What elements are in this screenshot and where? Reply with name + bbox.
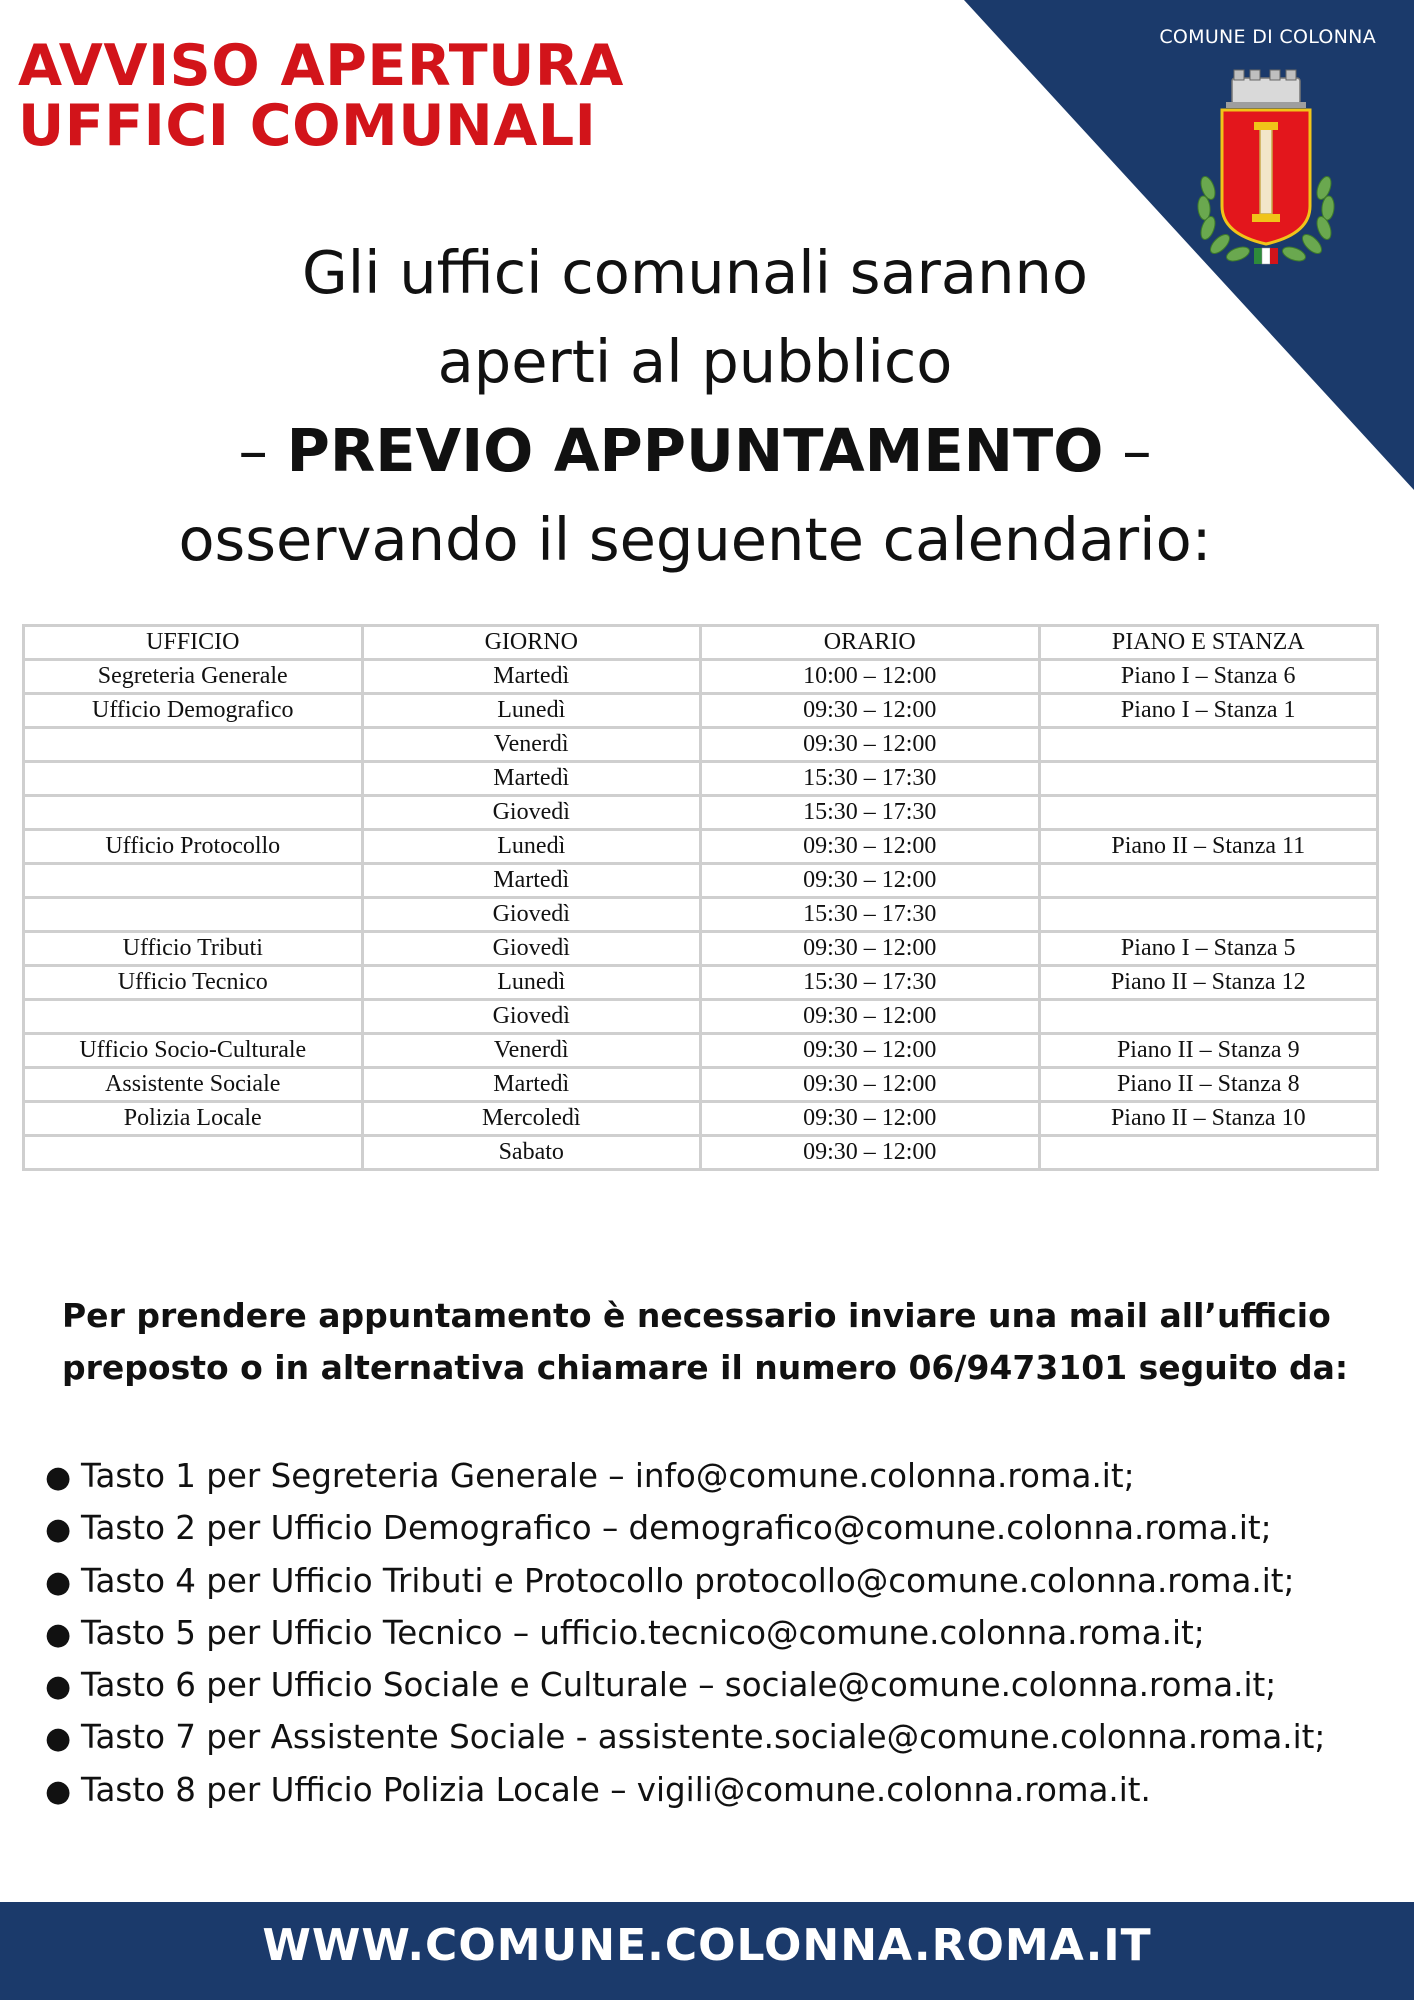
table-header-row [24,626,1378,660]
intro-line-3 [90,406,1300,495]
cell-ufficio: Polizia Locale [24,1102,363,1136]
table-row [24,796,1378,830]
header-giorno: GIORNO [362,626,701,660]
note-line-1: Per prendere appuntamento è necessario inviare una mail all’ufficio [62,1296,1331,1335]
list-item [45,1712,1405,1764]
cell-ufficio [24,1000,363,1034]
cell-piano-stanza [1039,864,1378,898]
header-orario: ORARIO [701,626,1040,660]
bullet-icon: ● [45,1721,72,1757]
cell-ufficio [24,1136,363,1170]
table-row [24,1034,1378,1068]
cell-piano-stanza: Piano I – Stanza 5 [1039,932,1378,966]
table-row [24,762,1378,796]
cell-giorno: Sabato [362,1136,701,1170]
cell-orario: 09:30 – 12:00 [701,932,1040,966]
cell-piano-stanza: Piano II – Stanza 11 [1039,830,1378,864]
table-row [24,830,1378,864]
cell-ufficio [24,796,363,830]
cell-piano-stanza [1039,1136,1378,1170]
note-line-2: preposto o in alternativa chiamare il numero 06/9473101 seguito da: [62,1348,1349,1387]
cell-giorno: Lunedì [362,694,701,728]
header-piano-stanza: PIANO E STANZA [1039,626,1378,660]
contact-list [45,1451,1405,1817]
intro-line-3-bold: PREVIO APPUNTAMENTO [286,416,1104,485]
cell-piano-stanza: Piano II – Stanza 8 [1039,1068,1378,1102]
cell-giorno: Martedì [362,762,701,796]
contact-text: Tasto 4 per Ufficio Tributi e Protocollo protocollo@comune.colonna.roma.it; [81,1561,1295,1600]
list-item [45,1451,1405,1503]
cell-orario: 09:30 – 12:00 [701,864,1040,898]
cell-orario: 09:30 – 12:00 [701,728,1040,762]
list-item [45,1608,1405,1660]
cell-ufficio: Ufficio Tributi [24,932,363,966]
comune-label: COMUNE DI COLONNA [1159,26,1376,48]
cell-orario: 09:30 – 12:00 [701,694,1040,728]
cell-giorno: Lunedì [362,966,701,1000]
cell-orario: 09:30 – 12:00 [701,1000,1040,1034]
page-title [18,33,624,159]
contact-text: Tasto 5 per Ufficio Tecnico – ufficio.tecnico@comune.colonna.roma.it; [81,1613,1205,1652]
cell-orario: 09:30 – 12:00 [701,1034,1040,1068]
title-line-2: UFFICI COMUNALI [18,93,597,159]
bullet-icon: ● [45,1512,72,1548]
table-row [24,898,1378,932]
table-row [24,1102,1378,1136]
cell-ufficio: Ufficio Tecnico [24,966,363,1000]
contact-text: Tasto 7 per Assistente Sociale - assistente.sociale@comune.colonna.roma.it; [81,1718,1326,1757]
table-row [24,1068,1378,1102]
cell-piano-stanza: Piano I – Stanza 1 [1039,694,1378,728]
cell-giorno: Venerdì [362,728,701,762]
cell-ufficio [24,864,363,898]
list-item [45,1660,1405,1712]
cell-orario: 09:30 – 12:00 [701,830,1040,864]
cell-ufficio [24,898,363,932]
cell-ufficio: Assistente Sociale [24,1068,363,1102]
bullet-icon: ● [45,1669,72,1705]
cell-giorno: Giovedì [362,796,701,830]
cell-ufficio: Ufficio Demografico [24,694,363,728]
appointment-note [62,1290,1362,1394]
table-row [24,1136,1378,1170]
intro-line-3-prefix: – [238,416,287,485]
cell-giorno: Giovedì [362,932,701,966]
cell-piano-stanza: Piano I – Stanza 6 [1039,660,1378,694]
header-ufficio: UFFICIO [24,626,363,660]
cell-giorno: Giovedì [362,898,701,932]
list-item [45,1765,1405,1817]
cell-orario: 09:30 – 12:00 [701,1136,1040,1170]
bullet-icon: ● [45,1460,72,1495]
cell-piano-stanza: Piano II – Stanza 9 [1039,1034,1378,1068]
cell-giorno: Giovedì [362,1000,701,1034]
contact-text: Tasto 2 per Ufficio Demografico – demografico@comune.colonna.roma.it; [81,1509,1272,1548]
schedule-table [22,624,1379,1171]
cell-ufficio [24,762,363,796]
cell-piano-stanza [1039,796,1378,830]
table-row [24,932,1378,966]
cell-giorno: Martedì [362,864,701,898]
bullet-icon: ● [45,1564,72,1600]
cell-piano-stanza: Piano II – Stanza 10 [1039,1102,1378,1136]
cell-orario: 09:30 – 12:00 [701,1102,1040,1136]
intro-line-1: Gli uffici comunali saranno [302,238,1088,307]
cell-giorno: Lunedì [362,830,701,864]
cell-orario: 15:30 – 17:30 [701,966,1040,1000]
cell-orario: 09:30 – 12:00 [701,1068,1040,1102]
title-line-1: AVVISO APERTURA [18,33,624,99]
table-row [24,1000,1378,1034]
cell-orario: 15:30 – 17:30 [701,796,1040,830]
footer-website: WWW.COMUNE.COLONNA.ROMA.IT [0,1902,1414,2000]
cell-ufficio [24,728,363,762]
intro-line-2: aperti al pubblico [437,327,953,396]
bullet-icon: ● [45,1773,72,1809]
table-row [24,660,1378,694]
cell-piano-stanza [1039,898,1378,932]
bullet-icon: ● [45,1616,72,1652]
cell-orario: 15:30 – 17:30 [701,898,1040,932]
cell-giorno: Martedì [362,1068,701,1102]
intro-text [90,228,1300,584]
cell-ufficio: Ufficio Socio-Culturale [24,1034,363,1068]
list-item [45,1556,1405,1608]
cell-piano-stanza: Piano II – Stanza 12 [1039,966,1378,1000]
cell-piano-stanza [1039,1000,1378,1034]
cell-piano-stanza [1039,728,1378,762]
cell-ufficio: Segreteria Generale [24,660,363,694]
cell-giorno: Mercoledì [362,1102,701,1136]
contact-text: Tasto 6 per Ufficio Sociale e Culturale – sociale@comune.colonna.roma.it; [81,1666,1277,1705]
cell-giorno: Martedì [362,660,701,694]
table-row [24,864,1378,898]
table-row [24,966,1378,1000]
intro-line-4: osservando il seguente calendario: [178,505,1212,574]
cell-orario: 10:00 – 12:00 [701,660,1040,694]
cell-orario: 15:30 – 17:30 [701,762,1040,796]
contact-text: Tasto 8 per Ufficio Polizia Locale – vigili@comune.colonna.roma.it. [81,1770,1151,1809]
cell-ufficio: Ufficio Protocollo [24,830,363,864]
list-item [45,1503,1405,1555]
cell-piano-stanza [1039,762,1378,796]
table-row [24,728,1378,762]
table-row [24,694,1378,728]
contact-text: Tasto 1 per Segreteria Generale – info@comune.colonna.roma.it; [81,1457,1135,1495]
cell-giorno: Venerdì [362,1034,701,1068]
intro-line-3-suffix: – [1103,416,1152,485]
